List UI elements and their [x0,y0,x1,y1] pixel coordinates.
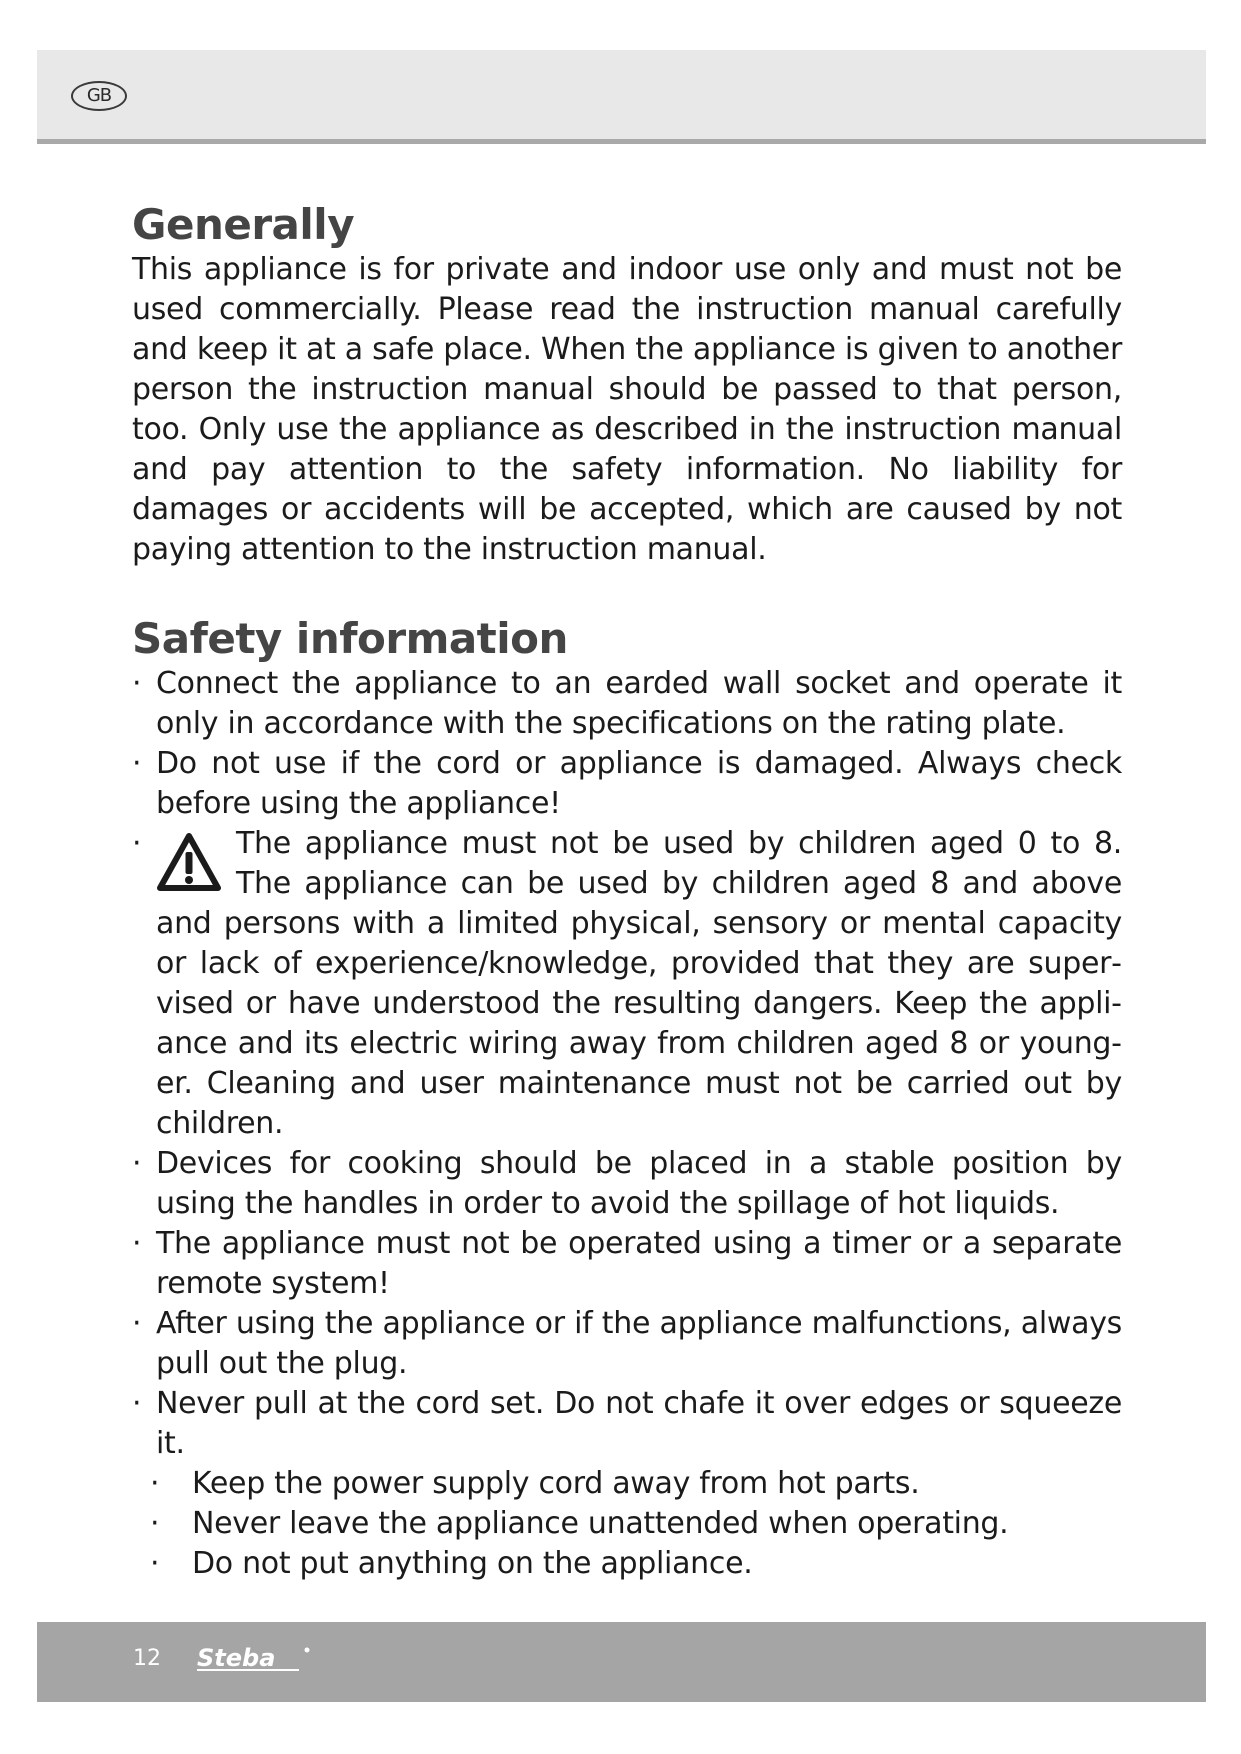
section-title-safety: Safety information [132,614,568,663]
bullet-dot: · [132,826,142,861]
brand-name: Steba [197,1644,276,1672]
list-item-text: Never pull at the cord set. Do not chafe it over edges or squeeze it. [156,1386,1122,1461]
bullet-dot: · [132,1226,142,1261]
list-item [132,1464,1122,1504]
list-item [132,1144,1122,1224]
list-item [132,824,1122,1144]
bullet-dot: · [132,1386,142,1421]
list-item [132,1304,1122,1384]
list-item-text: After using the appliance or if the appliance malfunctions, always pull out the plug. [156,1306,1122,1381]
list-item-text: Do not put anything on the appliance. [192,1546,753,1581]
list-item [132,664,1122,744]
bullet-dot: · [132,1306,142,1341]
list-item [132,1224,1122,1304]
page-header [37,50,1206,144]
page-content [132,200,1122,1584]
page-footer [37,1622,1206,1702]
list-item-text: Devices for cooking should be placed in a stable position by using the handles in order to avoid the spillage of hot liquids. [156,1146,1122,1221]
page-number: 12 [133,1646,161,1671]
list-item-text: Connect the appliance to an earded wall socket and operate it only in accordance with the specifications on the rating plate. [156,666,1122,741]
steba-logo [195,1640,319,1680]
list-item-text: The appliance must not be operated using a timer or a separate remote system! [156,1226,1122,1301]
list-item [132,1544,1122,1584]
bullet-dot: · [132,1146,142,1181]
bullet-dot: · [150,1466,160,1501]
warning-triangle-icon [156,830,222,896]
bullet-dot: · [132,746,142,781]
list-item-text: Never leave the appliance unattended when operating. [192,1506,1009,1541]
section-title-generally: Generally [132,200,355,249]
list-item-text: Do not use if the cord or appliance is damaged. Always check before using the appliance! [156,746,1122,821]
safety-list [132,664,1122,1584]
generally-paragraph: This appliance is for private and indoor use only and must not be used commercially. Please read the instruction manual carefully and keep it at a safe place. When the appliance is given to another person the instruction manual should be passed to that person, too. Only use the appliance as described in the instruction manual and pay attention to the safety information. No liability for damages or accidents will be accepted, which are caused by not paying attention to the instruction manual. [132,252,1122,567]
bullet-dot: · [132,666,142,701]
list-item [132,1504,1122,1544]
bullet-dot: · [150,1546,160,1581]
list-item [132,1384,1122,1464]
list-item-text: Keep the power supply cord away from hot parts. [192,1466,920,1501]
language-badge: GB [71,81,127,111]
bullet-dot: · [150,1506,160,1541]
list-item [132,744,1122,824]
list-item-text: The appliance must not be used by children aged 0 to 8. The appliance can be used by children aged 8 and above and persons with a limited physical, sensory or mental capacity or lack of experience/knowledge, provided that they are supervised or have understood the resulting dangers. Keep the appliance and its electric wiring away from children aged 8 or younger. Cleaning and user maintenance must not be carried out by children. [156,826,1122,1141]
